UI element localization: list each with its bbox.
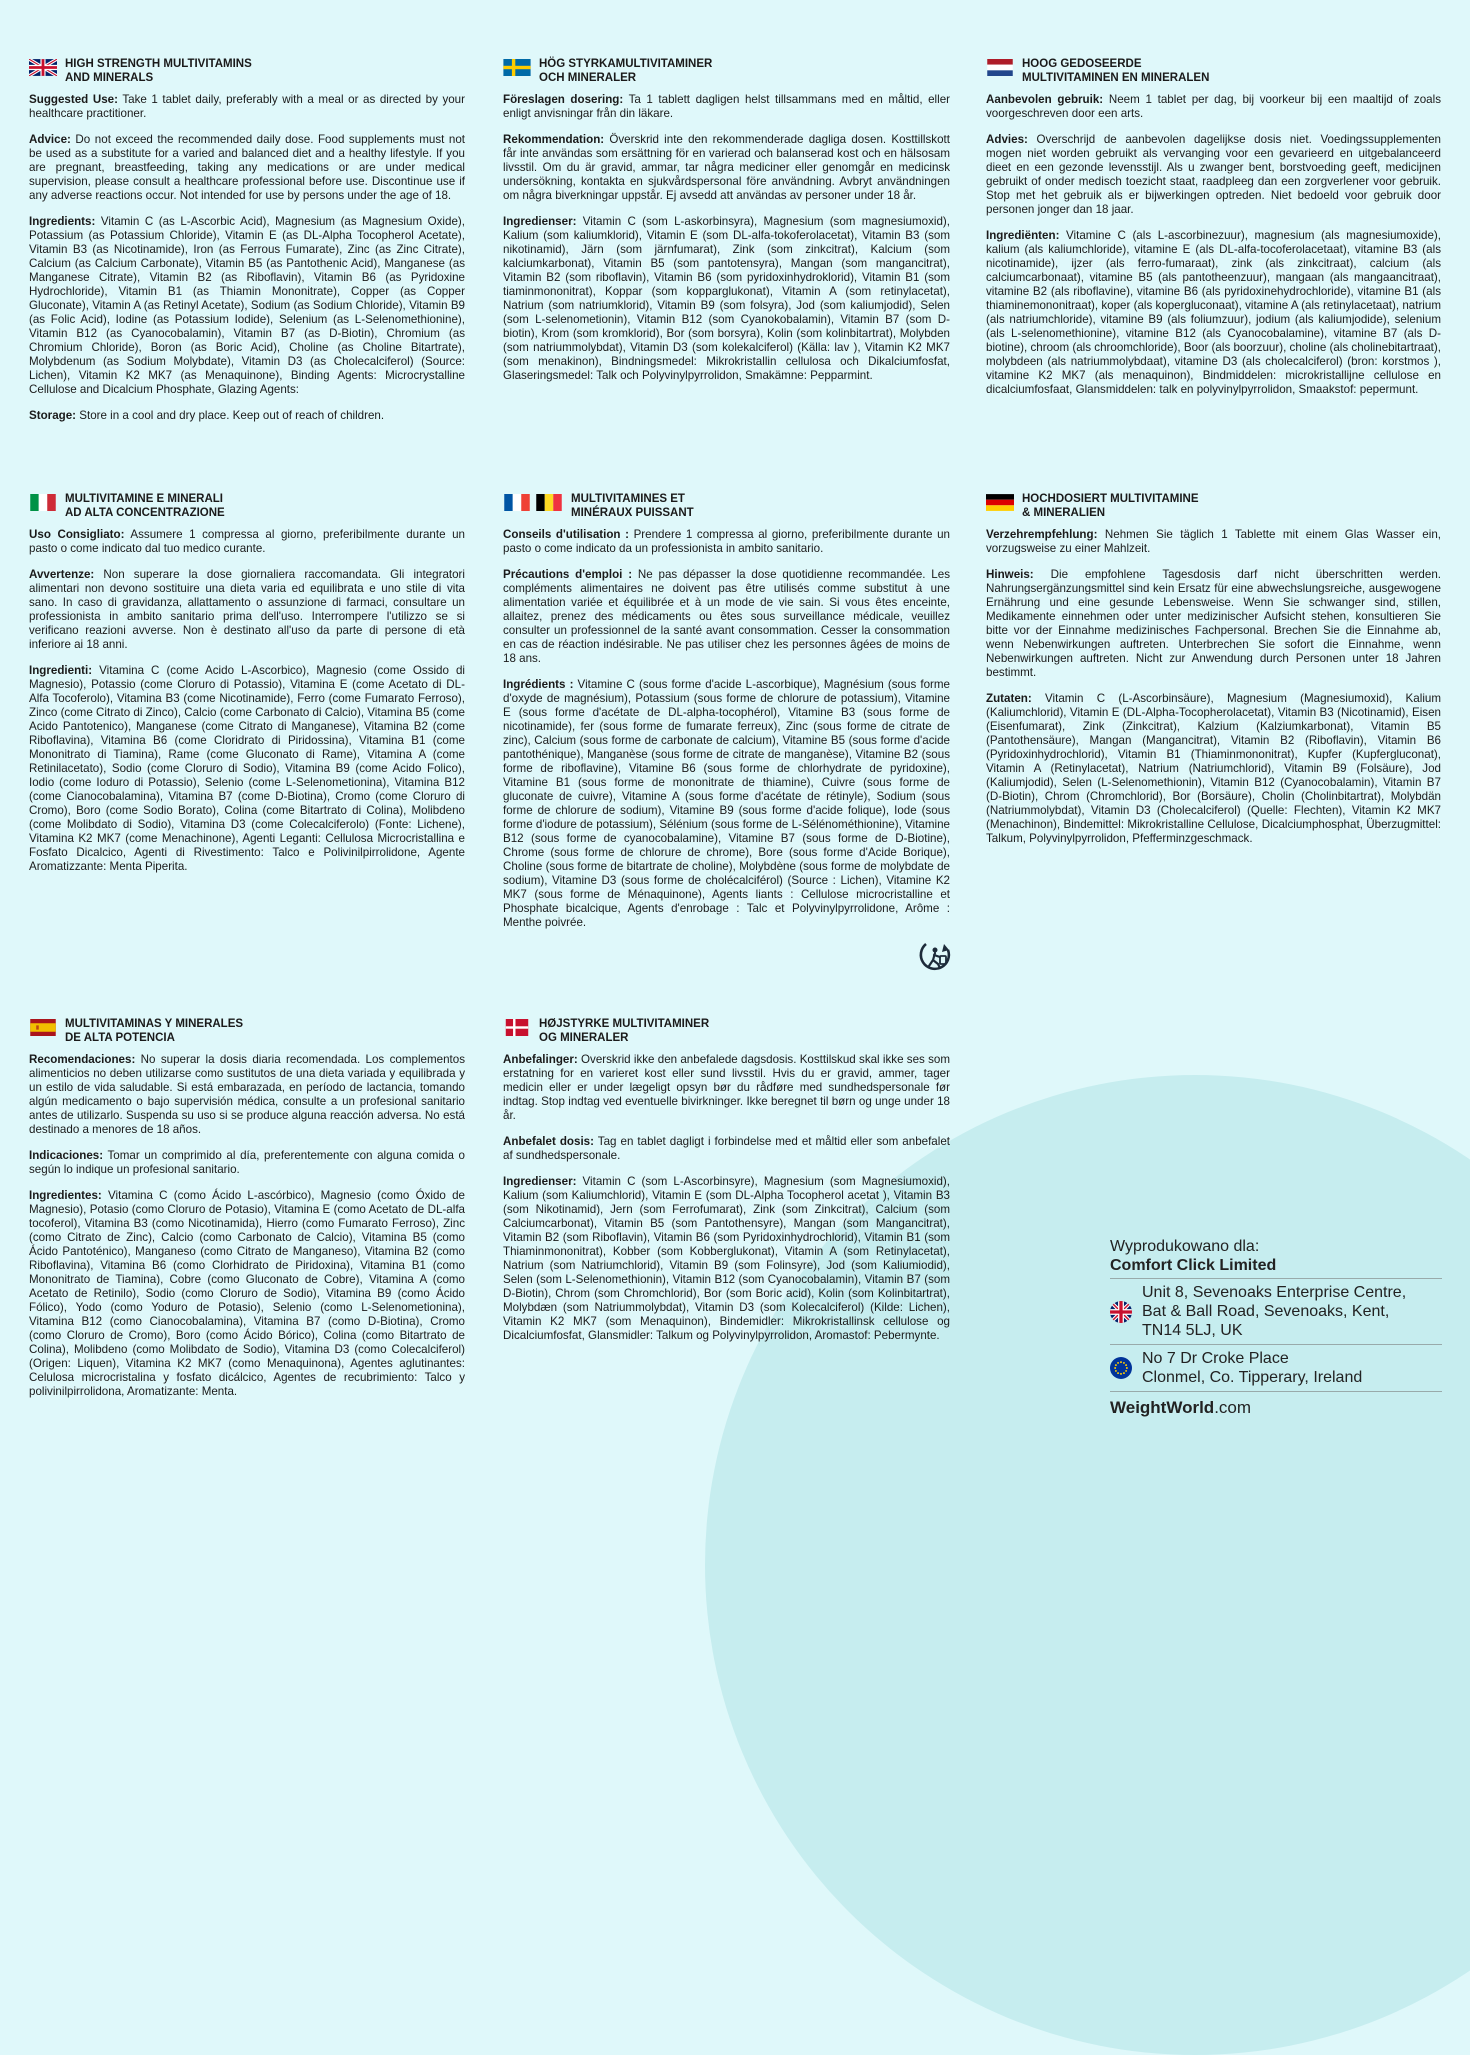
ingredients [986, 229, 1441, 397]
section-label: Verzehrempfehlung: [986, 528, 1098, 541]
section-label: Ingredienti: [29, 664, 93, 677]
panel-danish [503, 1017, 950, 1355]
uk-flag-icon [29, 59, 57, 76]
panel-title [571, 492, 694, 520]
website[interactable] [1110, 1398, 1442, 1418]
section-label: Ingrediënten: [986, 229, 1060, 242]
text-line: Non superare la dose giornaliera raccomandata. Gli integratori alimentari non devono sostituire una dieta varia ed equilibrata e uno stile di vita sano. In caso di gravidanza, allattamento o assunzione di farmaci, consultare un professionista in ambito sanitario prima dell'uso. Interrompere l'utilizzo se si verificano reazioni avverse. Non è destinato all'uso da parte di persone di età inferiore ai 18 anni. [29, 568, 465, 651]
section-label: Ingredienser: [503, 1175, 577, 1188]
panel-title [1022, 57, 1209, 85]
text-line: MULTIVITAMINAS Y MINERALES [65, 1018, 244, 1030]
eu-address [1110, 1345, 1442, 1392]
text-line: Overschrijd de aanbevolen dagelijkse dosis niet. Voedingssupplementen mogen niet worden gebruikt als vervanging voor een gevarieerd en uitgebalanceerd dieet en een gezonde levensstijl. Als u zwanger bent, borstvoeding geeft, medicijnen gebruikt of onder medisch toezicht staat, raadpleeg dan een zorgverlener voor gebruik. Stop met het gebruik als er bijwerkingen optreden. Niet bedoeld voor gebruik door personen jonger dan 18 jaar. [986, 133, 1441, 216]
ingredients [503, 215, 950, 383]
suggested-use [29, 528, 465, 556]
section-label: Advice: [29, 133, 71, 146]
suggested-use [986, 93, 1441, 121]
section-label: Avvertenze: [29, 568, 95, 581]
ingredients [29, 1189, 465, 1399]
panel-spanish [29, 1017, 465, 1411]
section-label: Recomendaciones: [29, 1053, 136, 1066]
text-line: Vitamina C (como Ácido L-ascórbico), Magnesio (como Óxido de Magnesio), Potasio (como Cloruro de Potasio), Vitamina E (como Acetato de DL-alfa tocoferol), Vitamina B3 (como Nicotinamida), Hierro (como Fumarato Ferroso), Zinc (como Citrato de Zinc), Calcio (como Carbonato de Calcio), Vitamina B5 (como Ácido Pantoténico), Manganeso (como Citrato de Manganeso), Vitamina B2 (como Riboflavina), Vitamina B6 (como Clorhidrato de Piridoxina), Vitamina B1 (como Mononitrato de Tiamina), Cobre (como Gluconato de Cobre), Vitamina A (como Acetato de Retinilo), Sodio (como Cloruro de Sodio), Vitamina B9 (como Ácido Fólico), Yodo (como Yoduro de Potasio), Selenio (como L-Selenometionina), Vitamina B12 (como Cianocobalamina), Vitamina B7 (como D-Biotina), Cromo (como Cloruro de Cromo), Boro (como Ácido Bórico), Colina (como Bitartrato de Colina), Molibdeno (como Molibdato de Sodio), Vitamina D3 (como Colecalciferol) (Origen: Liquen), Vitamina K2 MK7 (como Menaquinona), Agentes aglutinantes: Celulosa microcristalina y fosfato dicálcico, Agentes de recubrimiento: Talco y polivinilpirrolidona, Aromatizante: Menta. [29, 1189, 465, 1398]
text-line: Tomar un comprimido al día, preferentemente con alguna comida o según lo indique un profesional sanitario. [29, 1149, 465, 1176]
suggested-use [503, 1135, 950, 1163]
section-label: Storage: [29, 409, 77, 422]
text-line: DE ALTA POTENCIA [65, 1032, 175, 1044]
section-label: Advies: [986, 133, 1028, 146]
text-line: Assumere 1 compressa al giorno, preferibilmente durante un pasto o come indicato dal tuo medico curante. [29, 528, 466, 555]
panel-title [65, 1017, 243, 1045]
belgium-flag-icon [535, 494, 563, 511]
text-line: MINÉRAUX PUISSANT [571, 507, 694, 519]
uk-flag-icon [1110, 1301, 1132, 1323]
suggested-use [986, 528, 1441, 556]
panel-french [503, 492, 950, 942]
advice [503, 1053, 950, 1123]
text-line: AND MINERALS [65, 72, 154, 84]
text-line: HOCHDOSIERT MULTIVITAMINE [1022, 493, 1199, 505]
text-line: Die empfohlene Tagesdosis darf nicht überschritten werden. Nahrungsergänzungsmittel sind kein Ersatz für eine abwechslungsreiche, ausgewogene Ernährung und eine gesunde Lebensweise. Wenn Sie schwanger sind, stillen, Medikamente einnehmen oder unter medizinischer Aufsicht stehen, konsultieren Sie bitte vor der Einnahme medizinisches Fachpersonal. Brechen Sie die Einnahme ab, wenn Nebenwirkungen auftreten. Unterbrechen Sie sofort die Einnahme, wenn Nebenwirkungen auftreten. Nicht zur Anwendung durch Personen unter 18 Jahren bestimmt. [986, 568, 1441, 679]
text-line: Nehmen Sie täglich 1 Tablette mit einem Glas Wasser ein, vorzugsweise zu einer Mahlzeit. [986, 528, 1441, 555]
text-line: Vitamine C (sous forme d'acide L-ascorbique), Magnésium (sous forme d'oxyde de magnésium), Potassium (sous forme de chlorure de potassium), Vitamine E (sous forme d'acétate de DL-alpha-tocophérol), Vitamine B3 (sous forme de nicotinamide), fer (sous forme de fumarate ferreux), Zinc (sous forme de citrate de zinc), Calcium (sous forme de carbonate de calcium), Vitamine B5 (sous forme d'acide pantothénique), Manganèse (sous forme de citrate de manganèse), Vitamine B2 (sous forme de riboflavine), Vitamine B6 (sous forme de chlorhydrate de pyridoxine), Vitamine B1 (sous forme de mononitrate de thiamine), Cuivre (sous forme de gluconate de cuivre), Vitamine A (sous forme d'acétate de rétinyle), Sodium (sous forme de chlorure de sodium), Vitamine B9 (sous forme d'acide folique), Iode (sous forme d'iodure de potassium), Sélénium (sous forme de L-Sélénométhionine), Vitamine B12 (sous forme de cyanocobalamine), Vitamine B7 (sous forme de D-Biotine), Chrome (sous forme de chlorure de chrome), Bore (sous forme d'Acide Borique), Choline (sous forme de bitartrate de choline), Molybdène (sous forme de molybdate de sodium), Vitamine D3 (sous forme de cholécalciférol) (Source : Lichen), Vitamine K2 MK7 (sous forme de Ménaquinone), Agents liants : Cellulose microcristalline et Phosphate bicalcique, Agents d'enrobage : Talc et Polyvinylpyrrolidone, Arôme : Menthe poivrée. [503, 678, 950, 929]
section-label: Ingredienser: [503, 215, 577, 228]
italy-flag-icon [29, 494, 57, 511]
text-line: Överskrid inte den rekommenderade dagliga dosen. Kosttillskott får inte användas som ersättning för en varierad och balanserad kost och en hälsosam livsstil. Om du är gravid, ammar, tar några mediciner eller genomgår en medicinsk undersökning, kontakta en sjukvårdspersonal före användning. Avbryt användningen om några biverkningar uppstår. Ej avsedd att användas av personer under 18 år. [503, 133, 950, 202]
section-label: Uso Consigliato: [29, 528, 125, 541]
section-label: Ingrédients : [503, 678, 574, 691]
section-label: Zutaten: [986, 692, 1032, 705]
section-label: Indicaciones: [29, 1149, 104, 1162]
manufacturer-block [1110, 1237, 1442, 1418]
advice [29, 133, 465, 203]
advice [29, 568, 465, 652]
text-line: Vitamin C (som L-Ascorbinsyre), Magnesium (som Magnesiumoxid), Kalium (som Kaliumchlorid), Vitamin E (som DL-Alpha Tocopherol acetat ), Vitamin B3 (som Nikotinamid), Jern (som Ferrofumarat), Zink (som Zinkcitrat), Calcium (som Calciumcarbonat), Vitamin B5 (som Pantothensyre), Mangan (som Mangancitrat), Vitamin B2 (som Riboflavin), Vitamin B6 (som Pyridoxinhydrochlorid), Vitamin B1 (som Thiaminmononitrat), Kobber (som Kobberglukonat), Vitamin A (som Retinylacetat), Natrium (som Natriumchlorid), Vitamin B9 (som Folinsyre), Jod (som Kaliumiodid), Selen (som L-Selenomethionin), Vitamin B12 (som Cyanocobalamin), Vitamin B7 (som D-Biotin), Chrom (som Chromchlorid), Bor (som Boric acid), Kolin (som Kolinbitartrat), Molybdæn (som Natriummolybdat), Vitamin D3 (som Kolecalciferol) (Kilde: Lichen), Vitamin K2 MK7 (som Menaquinon), Bindemidler: Mikrokristallinsk cellulose og Dicalciumfosfat, Glansmidler: Talkum og Polyvinylpyrrolidon, Aromastof: Pebermynte. [503, 1175, 950, 1342]
text-line: Vitamine C (als L-ascorbinezuur), magnesium (als magnesiumoxide), kalium (als kaliumchloride), vitamine E (als DL-alfa-tocoferolacetaat), vitamine B3 (als nicotinamide), ijzer (als ferro-fumaraat), zink (als zinkcitraat), calcium (als calciumcarbonaat), vitamine B5 (als pantotheenzuur), mangaan (als mangaancitraat), vitamine B2 (als riboflavine), vitamine B6 (als pyridoxinehydrochloride), vitamine B1 (als thiaminemononitraat), koper (als kopergluconaat), vitamine A (als retinylacetaat), natrium (als natriumchloride), vitamine B9 (als foliumzuur), jodium (als kaliumjodide), selenium (als L-selenomethionine), vitamine B12 (als Cyanocobalamine), vitamine B7 (als D-biotine), chroom (als chroomchloride), Boor (als boorzuur), choline (als cholinebitartraat), molybdeen (als natriummolybdaat), vitamine D3 (als cholecalciferol) (bron: korstmos ), vitamine K2 MK7 (als menaquinon), Bindmiddelen: microkristallijne cellulose en dicalciumfosfaat, Glansmiddelen: talk en polyvinylpyrrolidon, Smaakstof: pepermunt. [986, 229, 1441, 396]
suggested-use [503, 528, 950, 556]
spain-flag-icon [29, 1019, 57, 1036]
panel-title [1022, 492, 1199, 520]
section-label: Aanbevolen gebruik: [986, 93, 1104, 106]
panel-italian [29, 492, 465, 886]
company-name: Comfort Click Limited [1110, 1256, 1442, 1279]
section-label: Précautions d'emploi : [503, 568, 633, 581]
denmark-flag-icon [503, 1019, 531, 1036]
section-label: Anbefalet dosis: [503, 1135, 594, 1148]
text-line: Overskrid ikke den anbefalede dagsdosis. Kosttilskud skal ikke ses som erstatning for en varieret kost eller sund livsstil. Hvis du er gravid, ammer, tager medicin eller er under lægeligt opsyn bør du rådføre med sundhedspersonale før indtag. Stop indtag ved eventuelle bivirkninger. Ikke beregnet til børn og unge under 18 år. [503, 1053, 950, 1122]
sweden-flag-icon [503, 59, 531, 76]
panel-german [986, 492, 1441, 858]
text-line: Ta 1 tablett dagligen helst tillsammans med en måltid, eller enligt anvisningar från din läkare. [503, 93, 951, 120]
text-line: Do not exceed the recommended daily dose. Food supplements must not be used as a substitute for a varied and balanced diet and a healthy lifestyle. If you are pregnant, breastfeeding, taking any medications or are under medical supervision, please consult a healthcare professional before use. Discontinue use if any adverse reactions occur. Not intended for use by persons under the age of 18. [29, 133, 465, 202]
panel-title [539, 1017, 709, 1045]
section-label: Rekommendation: [503, 133, 605, 146]
section-label: Suggested Use: [29, 93, 118, 106]
panel-swedish [503, 57, 950, 395]
section-label: Hinweis: [986, 568, 1034, 581]
text-line: HOOG GEDOSEERDE [1022, 58, 1142, 70]
text-line: Store in a cool and dry place. Keep out of reach of children. [76, 409, 385, 422]
ingredients [29, 664, 465, 874]
section-label: Ingredientes: [29, 1189, 102, 1202]
manufacturer-intro: Wyprodukowano dla: [1110, 1238, 1260, 1255]
suggested-use [29, 1149, 465, 1177]
text-line: WeightWorld [1110, 1398, 1215, 1417]
section-label: Anbefalinger: [503, 1053, 578, 1066]
text-line: Tag en tablet dagligt i forbindelse med et måltid eller som anbefalet af sundhedspersonale. [503, 1135, 951, 1162]
text-line: Vitamin C (L-Ascorbinsäure), Magnesium (Magnesiumoxid), Kalium (Kaliumchlorid), Vitamin E (DL-Alpha-Tocopherolacetat), Vitamin B3 (Nicotinamid), Eisen (Eisenfumarat), Zink (Zinkcitrat), Kalzium (Kalziumkarbonat), Vitamin B5 (Pantothensäure), Mangan (Mangancitrat), Vitamin B2 (Riboflavin), Vitamin B6 (Pyridoxinhydrochlorid), Vitamin B1 (Thiaminmononitrat), Kupfer (Kupfergluconat), Vitamin A (Retinylacetat), Natrium (Natriumchlorid), Vitamin B9 (Folsäure), Jod (Kaliumjodid), Selen (L-Selenomethionin), Vitamin B12 (Cyanocobalamin), Vitamin B7 (D-Biotin), Chrom (Chromchlorid), Bor (Borsäure), Cholin (Cholinbitartrat), Molybdän (Natriummolybdat), Vitamin D3 (Cholecalciferol) (Quelle: Flechten), Vitamin K2 MK7 (Menachinon), Bindemittel: Mikrokristalline Cellulose, Dicalciumphosphat, Überzugmittel: Talkum, Polyvinylpyrrolidon, Pfefferminzgeschmack. [986, 692, 1441, 845]
text-line: Neem 1 tablet per dag, bij voorkeur bij een maaltijd of zoals voorgeschreven door een arts. [986, 93, 1441, 120]
suggested-use [29, 93, 465, 121]
text-line: MULTIVITAMINES ET [571, 493, 685, 505]
eu-flag-icon [1110, 1357, 1132, 1379]
text-line: No superar la dosis diaria recomendada. Los complementos alimenticios no deben utilizarse como sustitutos de una dieta variada y equilibrada y un estilo de vida saludable. Si está embarazada, en período de lactancia, tomando algún medicamento o bajo supervisión médica, consulte a un profesional sanitario antes de utilizarlo. Suspenda su uso si se produce alguna reacción adversa. No está destinado a menores de 18 años. [29, 1053, 465, 1136]
ingredients [29, 215, 465, 397]
section-label: Ingredients: [29, 215, 96, 228]
suggested-use [503, 93, 950, 121]
text-line: OCH MINERALER [539, 72, 637, 84]
text-line: HØJSTYRKE MULTIVITAMINER [539, 1018, 710, 1030]
ingredients [986, 692, 1441, 846]
panel-dutch [986, 57, 1441, 409]
text-line: Prendere 1 compressa al giorno, preferibilmente durante un pasto o come indicato da un professionista in ambito sanitario. [503, 528, 950, 555]
text-line: MULTIVITAMINEN EN MINERALEN [1022, 72, 1210, 84]
text-line: Vitamina C (come Acido L-Ascorbico), Magnesio (come Ossido di Magnesio), Potassio (come Cloruro di Potassio), Vitamina E (come Acetato di DL-Alfa Tocoferolo), Vitamina B3 (come Nicotinamide), Ferro (come Fumarato Ferroso), Zinco (come Citrato di Zinco), Calcio (come Carbonato di Calcio), Vitamina B5 (come Acido Pantotenico), Manganese (come Citrato di Manganese), Vitamina B2 (come Riboflavina), Vitamina B6 (come Cloridrato di Piridossina), Vitamina B1 (come Mononitrato di Tiamina), Rame (come Gluconato di Rame), Vitamina A (come Retinilacetato), Sodio (come Cloruro di Sodio), Vitamina B9 (come Acido Folico), Iodio (come Ioduro di Potassio), Selenio (come L-Selenometionina), Vitamina B12 (come Cianocobalamina), Vitamina B7 (come D-Biotina), Cromo (come Cloruro di Cromo), Boro (come Sodio Borato), Colina (come Bitartrato di Colina), Molibdeno (come Molibdato di Sodio), Vitamina D3 (come Colecalciferolo) (Fonte: Lichene), Vitamina K2 MK7 (come Menachinone), Agenti Leganti: Cellulosa Microcristallina e Fosfato Dicalcico, Agenti di Rivestimento: Talco e Polivinilpirrolidone, Agente Aromatizzante: Menta Piperita. [29, 664, 465, 873]
text-line: Unit 8, Sevenoaks Enterprise Centre, [1142, 1284, 1407, 1301]
text-line: Vitamin C (as L-Ascorbic Acid), Magnesium (as Magnesium Oxide), Potassium (as Potassium Chloride), Vitamin E (as DL-Alpha Tocopherol Acetate), Vitamin B3 (as Nicotinamide), Iron (as Ferrous Fumarate), Zinc (as Zinc Citrate), Calcium (as Calcium Carbonate), Vitamin B5 (as Pantothenic Acid), Manganese (as Manganese Citrate), Vitamin B2 (as Riboflavin), Vitamin B6 (as Pyridoxine Hydrochloride), Vitamin B1 (as Thiamin Mononitrate), Copper (as Copper Gluconate), Vitamin A (as Retinyl Acetate), Sodium (as Sodium Chloride), Vitamin B9 (as Folic Acid), Iodine (as Potassium Iodide), Selenium (as L-Selenomethionine), Vitamin B12 (as Cyanocobalamin), Vitamin B7 (as D-Biotin), Chromium (as Chromium Chloride), Boron (as Boric Acid), Choline (as Choline Bitartrate), Molybdenum (as Sodium Molybdate), Vitamin D3 (as Cholecalciferol) (Source: Lichen), Vitamin K2 MK7 (as Menaquinone), Binding Agents: Microcrystalline Cellulose and Dicalcium Phosphate, Glazing Agents: [29, 215, 465, 396]
text-line: Ne pas dépasser la dose quotidienne recommandée. Les compléments alimentaires ne doivent pas être utilisés comme substitut à une alimentation variée et équilibrée et à un mode de vie sain. Si vous êtes enceinte, allaitez, prenez des médicaments ou êtes sous surveillance médicale, veuillez consulter un professionnel de la santé avant consommation. Cesser la consommation en cas de réaction indésirable. Ne pas utiliser chez les personnes âgées de moins de 18 ans. [503, 568, 950, 665]
advice [503, 568, 950, 666]
ingredients [503, 678, 950, 930]
text-line: Take 1 tablet daily, preferably with a meal or as directed by your healthcare practitioner. [29, 93, 465, 120]
netherlands-flag-icon [986, 59, 1014, 76]
uk-address [1110, 1279, 1442, 1345]
text-line: OG MINERALER [539, 1032, 629, 1044]
advice [503, 133, 950, 203]
section-label: Föreslagen dosering: [503, 93, 624, 106]
text-line: TN14 5LJ, UK [1142, 1322, 1243, 1339]
text-line: Bat & Ball Road, Sevenoaks, Kent, [1142, 1303, 1390, 1320]
text-line: AD ALTA CONCENTRAZIONE [65, 507, 225, 519]
text-line: HÖG STYRKAMULTIVITAMINER [539, 58, 713, 70]
france-flag-icon [503, 494, 531, 511]
text-line: No 7 Dr Croke Place [1142, 1350, 1289, 1367]
advice [29, 1053, 465, 1137]
advice [986, 133, 1441, 217]
advice [986, 568, 1441, 680]
text-line: HIGH STRENGTH MULTIVITAMINS [65, 58, 252, 70]
storage [29, 409, 465, 423]
panel-english [29, 57, 465, 435]
panel-title [65, 492, 225, 520]
text-line: & MINERALIEN [1022, 507, 1106, 519]
section-label: Conseils d'utilisation : [503, 528, 629, 541]
text-line: .com [1214, 1398, 1252, 1417]
text-line: MULTIVITAMINE E MINERALI [65, 493, 224, 505]
text-line: Clonmel, Co. Tipperary, Ireland [1142, 1369, 1363, 1386]
recycle-person-icon [918, 940, 952, 972]
panel-title [539, 57, 712, 85]
text-line: Vitamin C (som L-askorbinsyra), Magnesium (som magnesiumoxid), Kalium (som kaliumklorid), Vitamin E (som DL-alfa-tokoferolacetat), Vitamin B3 (som nikotinamid), Järn (som järnfumarat), Zink (som zinkcitrat), Kalcium (som kalciumkarbonat), Vitamin B5 (som pantotensyra), Mangan (som mangancitrat), Vitamin B2 (som riboflavin), Vitamin B6 (som pyridoxinhydroklorid), Vitamin B1 (som tiaminmononitrat), Koppar (som kopparglukonat), Vitamin A (som retinylacetat), Natrium (som natriumklorid), Vitamin B9 (som folsyra), Jod (som kaliumjodid), Selen (som L-selenometionin), Vitamin B12 (som Cyanokobalamin), Vitamin B7 (som D-biotin), Krom (som kromklorid), Bor (som borsyra), Kolin (som kolinbitartrat), Molybden (som natriummolybdat), Vitamin D3 (som kolekalciferol) (Källa: lav ), Vitamin K2 MK7 (som menakinon), Bindningsmedel: Mikrokristallin cellulosa och Dikalciumfosfat, Glaseringsmedel: Talk och Polyvinylpyrrolidon, Smakämne: Pepparmint. [503, 215, 950, 382]
germany-flag-icon [986, 494, 1014, 511]
panel-title [65, 57, 252, 85]
ingredients [503, 1175, 950, 1343]
